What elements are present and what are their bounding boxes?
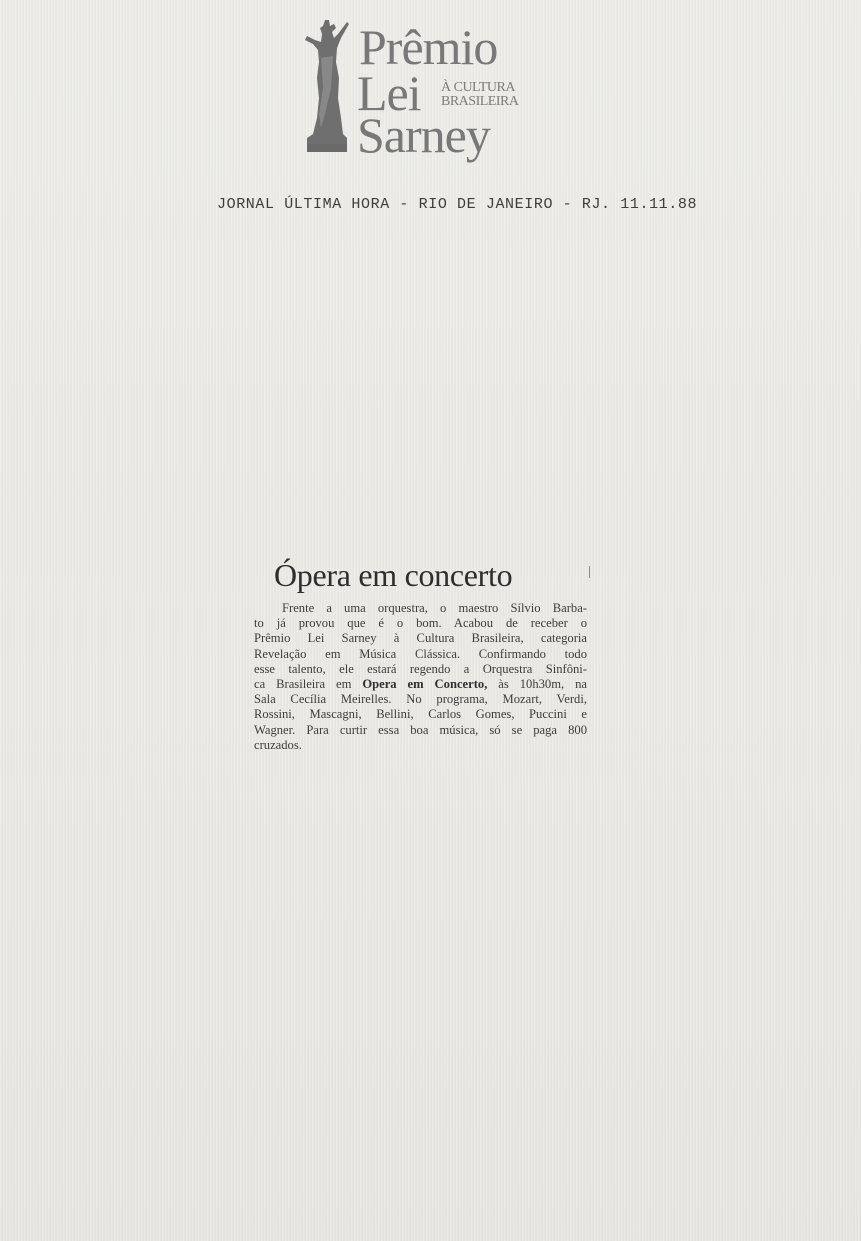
article-headline: Ópera em concerto [274,557,513,593]
logo-tagline-brasileira: BRASILEIRA [441,94,519,109]
logo-tagline-cultura: À CULTURA [441,80,515,95]
article-line [254,677,587,692]
premio-lei-sarney-logo [303,18,535,168]
newspaper-clipping [254,553,596,753]
article-line: cruzados. [254,737,302,752]
logo-word-lei: Lei [357,65,421,121]
logo-word-sarney: Sarney [357,107,490,163]
clipping-edge-mark [589,566,590,578]
article-line: esse talento, ele estará regendo a Orquestra Sinfôni- [254,661,587,676]
article-line: to já provou que é o bom. Acabou de receber o [254,616,587,631]
article-body [254,601,587,753]
article-line-part: às 10h30m, na [498,676,587,691]
article-line: Wagner. Para curtir essa boa música, só se paga 800 [254,722,587,737]
article-line: Rossini, Mascagni, Bellini, Carlos Gomes, Puccini e [254,707,587,722]
logo-word-premio: Prêmio [359,19,498,75]
article-line-part: ca Brasileira em [254,676,352,691]
article-line: Prêmio Lei Sarney à Cultura Brasileira, categoria [254,631,587,646]
article-line: Revelação em Música Clássica. Confirmando todo [254,646,587,661]
source-citation: JORNAL ÚLTIMA HORA - RIO DE JANEIRO - RJ. 11.11.88 [217,196,698,213]
statue-trophy-icon [303,18,353,154]
event-title-bold: Opera em Concerto, [362,676,488,691]
article-line: Sala Cecília Meirelles. No programa, Mozart, Verdi, [254,692,587,707]
article-line: Frente a uma orquestra, o maestro Sílvio Barba- [282,601,587,615]
